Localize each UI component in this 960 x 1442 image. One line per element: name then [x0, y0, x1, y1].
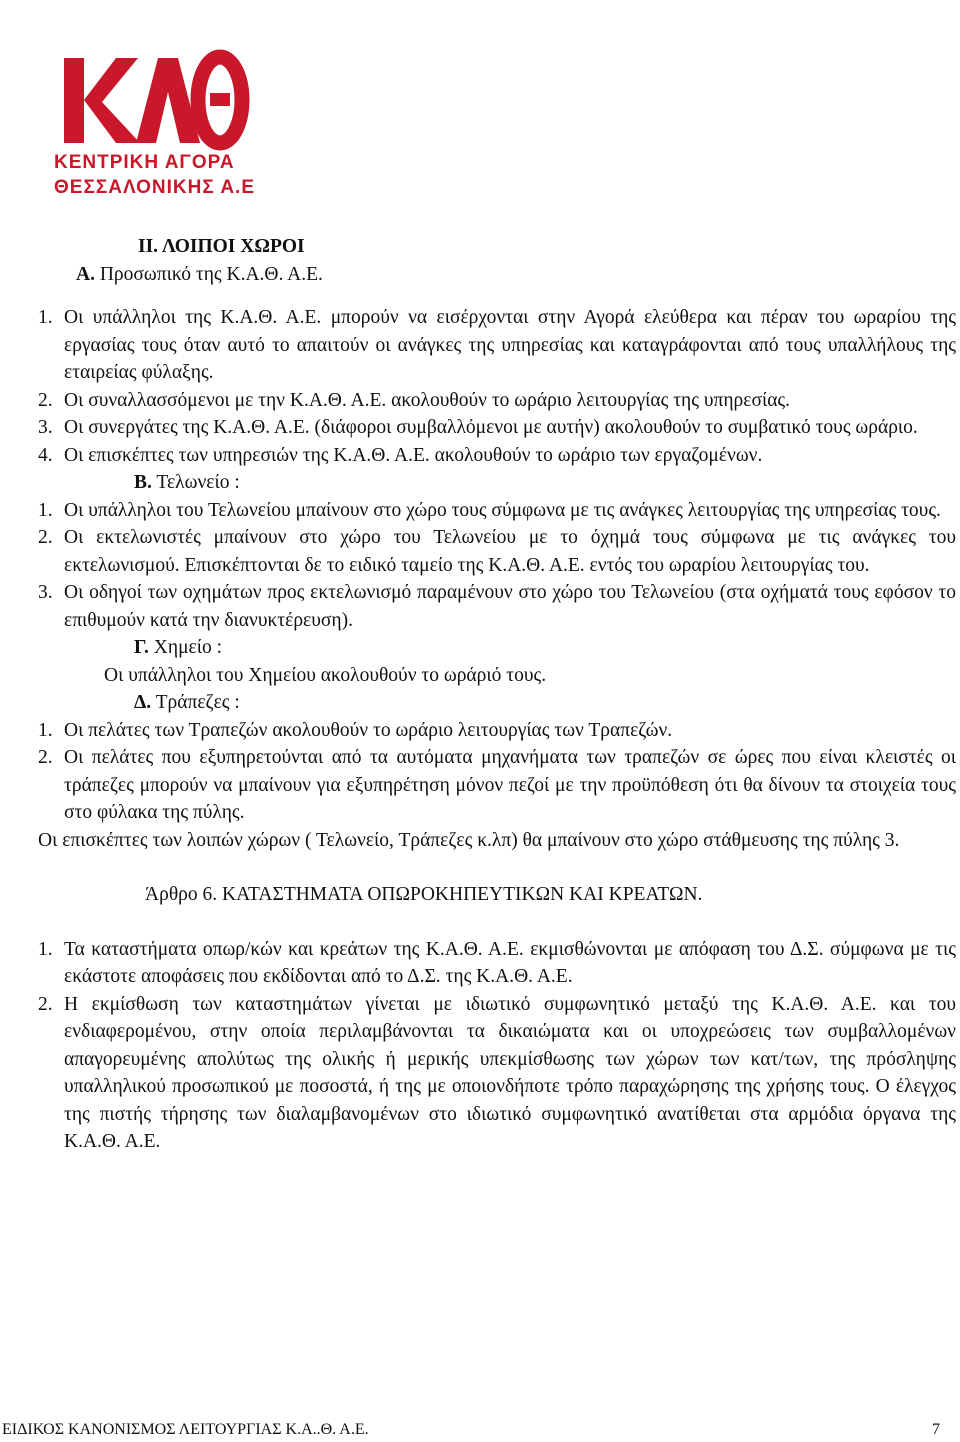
- list-item: 1. Οι υπάλληλοι της Κ.Α.Θ. Α.Ε. μπορούν να εισέρχονται στην Αγορά ελεύθερα και πέραν του ωραρίου της εργασίας τους όταν αυτό το απαιτούν οι ανάγκες της υπηρεσίας και καταγράφονται από τους υπαλλήλους της εταιρείας φύλαξης.: [38, 307, 956, 383]
- list-item: 1. Τα καταστήματα οπωρ/κών και κρεάτων της Κ.Α.Θ. Α.Ε. εκμισθώνονται με απόφαση του Δ.Σ. σύμφωνα με τις εκάστοτε αποφάσεις που εκδίδονται από το Δ.Σ. της Κ.Α.Θ. Α.Ε.: [38, 938, 956, 987]
- logo-line-2: ΘΕΣΣΑΛΟΝΙΚΗΣ Α.Ε: [54, 177, 254, 198]
- section-ii-title: ΙΙ. ΛΟΙΠΟΙ ΧΩΡΟΙ: [138, 236, 305, 257]
- subsection-c-heading: Γ. Χημείο :: [134, 637, 223, 658]
- company-logo: [44, 28, 254, 198]
- page-number: 7: [932, 1421, 940, 1438]
- subsection-a-heading: Α. Προσωπικό της Κ.Α.Θ. Α.Ε.: [76, 263, 323, 285]
- list-item: 3. Οι οδηγοί των οχημάτων προς εκτελωνισμό παραμένουν στο χώρο του Τελωνείου (στα οχήματά τους εφόσον το επιθυμούν κατά την διανυκτέρευση).: [38, 582, 956, 631]
- footer-title: ΕΙΔΙΚΟΣ ΚΑΝΟΝΙΣΜΟΣ ΛΕΙΤΟΥΡΓΙΑΣ Κ.Α..Θ. Α.Ε.: [2, 1421, 369, 1438]
- article-6-title: Άρθρο 6. ΚΑΤΑΣΤΗΜΑΤΑ ΟΠΩΡΟΚΗΠΕΥΤΙΚΩΝ ΚΑΙ ΚΡΕΑΤΩΝ.: [145, 884, 703, 905]
- list-item: 2. Η εκμίσθωση των καταστημάτων γίνεται με ιδιωτικό συμφωνητικό μεταξύ της Κ.Α.Θ. Α.Ε. και του ενδιαφερομένου, στην οποία περιλαμβάνονται τα δικαιώματα και οι υποχρεώσεις των συμβαλλομένων απαγορευμένης απολύτως της ολικής ή μερικής υπεκμίσθωσης των χώρων των κατ/των, της πρόσληψης υπαλληλικού προσωπικού με ποσοστά, ή της με οποιονδήποτε τρόπο παραχώρησης της χρήσης τους. Ο έλεγχος της πιστής τήρησης των διαλαμβανομένων στο ιδιωτικό συμφωνητικό ανατίθεται στα αρμόδια όργανα της Κ.Α.Θ. Α.Ε.: [38, 993, 956, 1152]
- list-item: 4. Οι επισκέπτες των υπηρεσιών της Κ.Α.Θ. Α.Ε. ακολουθούν το ωράριο των εργαζομένων.: [38, 444, 763, 466]
- document-body: [38, 233, 956, 1156]
- kath-logo-graphic: [44, 28, 254, 198]
- list-item: 2. Οι συναλλασσόμενοι με την Κ.Α.Θ. Α.Ε. ακολουθούν το ωράριο λειτουργίας της υπηρεσίας.: [38, 389, 791, 411]
- subsection-c-text: Οι υπάλληλοι του Χημείου ακολουθούν το ωράριό τους.: [104, 664, 547, 686]
- logo-line-1: ΚΕΝΤΡΙΚΗ ΑΓΟΡΑ: [54, 152, 235, 173]
- list-item: 2. Οι εκτελωνιστές μπαίνουν στο χώρο του Τελωνείου με το όχημά τους σύμφωνα με τις ανάγκες του εκτελωνισμού. Επισκέπτονται δε το ειδικό ταμείο της Κ.Α.Θ. Α.Ε. εντός του ωραρίου λειτουργίας του.: [38, 527, 956, 576]
- subsection-d-heading: Δ. Τράπεζες :: [134, 692, 240, 713]
- subsection-d-note: Οι επισκέπτες των λοιπών χώρων ( Τελωνείο, Τράπεζες κ.λπ) θα μπαίνουν στο χώρο στάθμευσης της πύλης 3.: [38, 829, 900, 851]
- list-item: 1. Οι υπάλληλοι του Τελωνείου μπαίνουν στο χώρο τους σύμφωνα με τις ανάγκες λειτουργίας της υπηρεσίας τους.: [38, 499, 941, 521]
- list-item: 2. Οι πελάτες που εξυπηρετούνται από τα αυτόματα μηχανήματα των τραπεζών σε ώρες που είναι κλειστές οι τράπεζες μπορούν να μπαίνουν για εξυπηρέτηση μόνον πεζοί με την προϋπόθεση ότι θα δίνουν τα στοιχεία τους στο φύλακα της πύλης.: [38, 747, 956, 823]
- subsection-b-heading: Β. Τελωνείο :: [134, 472, 240, 493]
- list-item: 1. Οι πελάτες των Τραπεζών ακολουθούν το ωράριο λειτουργίας των Τραπεζών.: [38, 719, 673, 741]
- list-item: 3. Οι συνεργάτες της Κ.Α.Θ. Α.Ε. (διάφοροι συμβαλλόμενοι με αυτήν) ακολουθούν το συμβατικό τους ωράριο.: [38, 417, 918, 438]
